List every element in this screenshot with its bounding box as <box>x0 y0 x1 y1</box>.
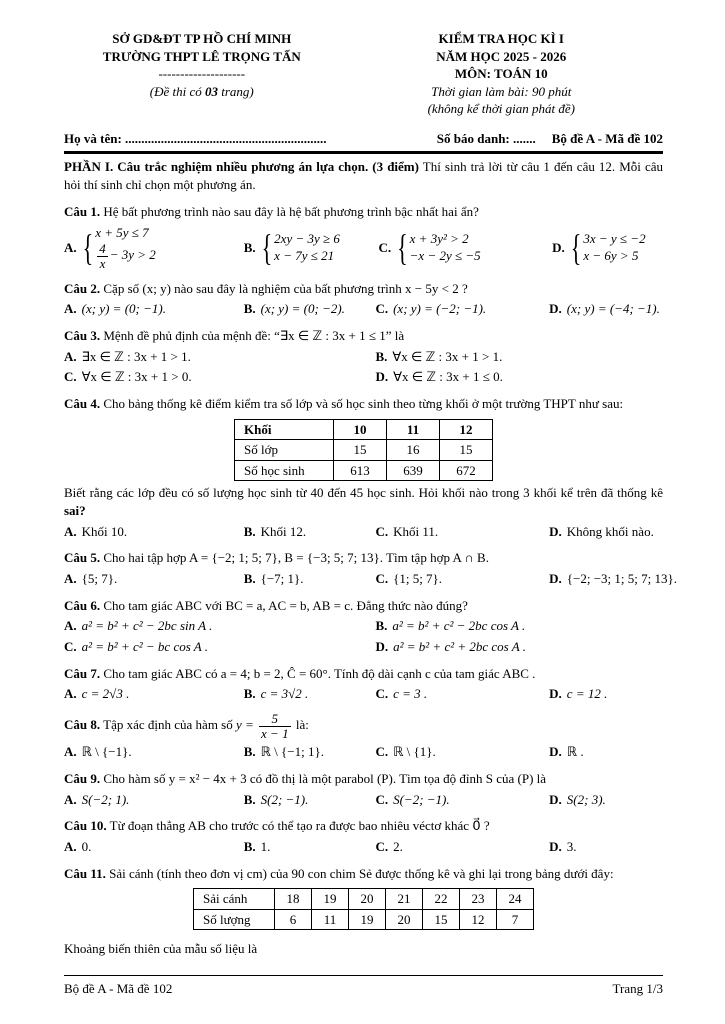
option-letter: C. <box>64 638 77 654</box>
question-3-stem: Mệnh đề phủ định của mệnh đề: “∃x ∈ ℤ : 3x + 1 ≤ 1” là <box>100 327 405 343</box>
system-line-2: x − 7y ≤ 21 <box>274 248 335 263</box>
system-lines <box>95 225 156 270</box>
table-cell: Khối <box>235 419 334 440</box>
table-cell: 7 <box>497 909 534 930</box>
option-letter: D. <box>375 638 389 654</box>
q3-option-a <box>64 348 375 366</box>
question-11-label: Câu 11. <box>64 865 106 881</box>
option-value: ℝ . <box>566 744 584 760</box>
option-letter: C. <box>375 301 389 317</box>
q9-option-a <box>64 791 244 809</box>
option-value: {5; 7}. <box>81 570 118 586</box>
question-7 <box>64 665 663 703</box>
table-cell: 19 <box>312 889 349 910</box>
option-value: {1; 5; 7}. <box>393 570 443 586</box>
q7-option-c <box>375 685 549 703</box>
option-value: c = 12 . <box>566 686 608 702</box>
question-7-label: Câu 7. <box>64 665 101 681</box>
table-cell: 10 <box>334 419 387 440</box>
part1-heading <box>64 158 663 193</box>
table-cell: 11 <box>387 419 440 440</box>
q4-option-a <box>64 523 244 541</box>
system-brace: { <box>261 225 273 269</box>
q6-option-d <box>375 638 663 656</box>
question-10-label: Câu 10. <box>64 818 107 834</box>
q4-option-b <box>244 523 376 541</box>
question-4-options <box>64 523 663 541</box>
q8-option-d <box>549 743 663 761</box>
q6-option-c <box>64 638 375 656</box>
question-3-options <box>64 348 663 386</box>
question-9-text <box>64 770 663 788</box>
option-letter: B. <box>375 618 388 634</box>
system-brace: { <box>570 225 582 269</box>
system-line-2: −x − 2y ≤ −5 <box>409 248 481 263</box>
question-5-options <box>64 570 677 588</box>
table-cell: Số lớp <box>235 440 334 461</box>
question-7-text <box>64 665 663 683</box>
option-letter: D. <box>552 240 565 256</box>
exam-code: Bộ đề A - Mã đề 102 <box>551 130 663 146</box>
table-row <box>194 889 534 910</box>
option-letter: C. <box>64 369 77 385</box>
option-value: {−7; 1}. <box>260 570 304 586</box>
q10-option-a <box>64 838 244 856</box>
question-9-label: Câu 9. <box>64 770 101 786</box>
q9-option-d <box>549 791 663 809</box>
q10-option-b <box>244 838 376 856</box>
question-8 <box>64 712 663 761</box>
q1-option-d <box>552 225 663 269</box>
option-letter: B. <box>243 744 256 760</box>
system-line-1: 2xy − 3y ≥ 6 <box>274 231 340 247</box>
table-cell: 11 <box>312 909 349 930</box>
page-count-post: trang) <box>218 83 254 99</box>
q5-option-b <box>244 570 376 588</box>
option-letter: D. <box>549 791 562 807</box>
option-value: (x; y) = (−4; −1). <box>566 301 660 317</box>
page-footer <box>64 975 663 998</box>
header-right <box>340 30 663 118</box>
q9-option-b <box>244 791 376 809</box>
option-letter: D. <box>549 570 562 586</box>
student-name-field: Họ và tên: .............................................................. <box>64 130 327 146</box>
header <box>64 30 663 118</box>
q3-option-b <box>375 348 663 366</box>
q2-option-d <box>549 300 663 318</box>
system-line-1: x + 5y ≤ 7 <box>95 225 149 241</box>
table-cell: 12 <box>440 419 493 440</box>
q5-option-c <box>375 570 549 588</box>
question-11-text <box>64 865 663 883</box>
option-value: Khối 10. <box>81 523 128 539</box>
q1-option-b <box>243 225 379 269</box>
table-cell: 20 <box>386 909 423 930</box>
option-letter: A. <box>64 523 77 539</box>
question-1-stem: Hệ bất phương trình nào sau đây là hệ bất phương trình bậc nhất hai ẩn? <box>100 203 479 219</box>
question-1-text <box>64 203 663 221</box>
option-letter: A. <box>64 686 77 702</box>
option-letter: D. <box>549 523 562 539</box>
option-value: (x; y) = (0; −1). <box>81 301 166 317</box>
table-cell: 19 <box>349 909 386 930</box>
question-8-options <box>64 743 663 761</box>
student-info-row <box>64 130 663 155</box>
table-row <box>194 909 534 930</box>
question-1-label: Câu 1. <box>64 203 101 219</box>
q6-option-a <box>64 617 375 635</box>
fraction <box>257 712 293 740</box>
option-letter: D. <box>375 369 389 385</box>
question-7-stem: Cho tam giác ABC có a = 4; b = 2, Ĉ = 60°. Tính độ dài cạnh c của tam giác ABC . <box>100 665 536 681</box>
table-cell: 18 <box>275 889 312 910</box>
table-cell: 15 <box>423 909 460 930</box>
option-letter: B. <box>243 570 256 586</box>
option-value: ∀x ∈ ℤ : 3x + 1 ≤ 0. <box>393 369 503 385</box>
table-cell: Số lượng <box>194 909 275 930</box>
option-value: a² = b² + c² − 2bc sin A . <box>81 618 213 634</box>
option-value: Khối 11. <box>393 523 439 539</box>
duration-note: (không kể thời gian phát đề) <box>427 101 575 117</box>
system-line-1: 3x − y ≤ −2 <box>583 231 646 247</box>
question-10-options <box>64 838 663 856</box>
option-value: ℝ \ {−1; 1}. <box>260 744 324 760</box>
option-letter: D. <box>549 838 562 854</box>
option-letter: A. <box>64 791 77 807</box>
question-5-stem: Cho hai tập hợp A = {−2; 1; 5; 7}, B = {−3; 5; 7; 13}. Tìm tập hợp A ∩ B. <box>100 550 489 566</box>
option-value: S(2; −1). <box>260 791 309 807</box>
option-letter: C. <box>375 523 389 539</box>
q1-option-c <box>378 225 552 269</box>
q8-option-a <box>64 743 244 761</box>
option-letter: C. <box>375 570 389 586</box>
option-letter: C. <box>375 744 389 760</box>
page-count-pre: (Đề thi có <box>149 83 205 99</box>
option-value: S(−2; 1). <box>81 791 130 807</box>
header-left <box>64 30 340 118</box>
option-value: (x; y) = (−2; −1). <box>393 301 487 317</box>
option-value: 2. <box>393 838 403 854</box>
q8-option-c <box>375 743 549 761</box>
q1-option-a <box>64 225 244 270</box>
question-3-label: Câu 3. <box>64 327 101 343</box>
option-letter: A. <box>64 618 77 634</box>
table-cell: 22 <box>423 889 460 910</box>
system-line-2 <box>95 242 156 270</box>
divider-dashes: -------------------- <box>158 66 246 82</box>
option-letter: C. <box>375 838 389 854</box>
fraction-numerator: 5 <box>259 712 291 727</box>
table-cell: 613 <box>334 460 387 481</box>
option-value: ∀x ∈ ℤ : 3x + 1 > 0. <box>81 369 192 385</box>
question-6-stem: Cho tam giác ABC với BC = a, AC = b, AB = c. Đẳng thức nào đúng? <box>100 597 468 613</box>
option-value: ∀x ∈ ℤ : 3x + 1 > 1. <box>392 348 503 364</box>
school-year: NĂM HỌC 2025 - 2026 <box>436 48 567 64</box>
table-cell: 639 <box>387 460 440 481</box>
table-cell: 21 <box>386 889 423 910</box>
q5-option-d <box>549 570 677 588</box>
duration: Thời gian làm bài: 90 phút <box>431 83 572 99</box>
option-value: S(2; 3). <box>566 791 606 807</box>
page-count-note <box>64 83 340 101</box>
option-letter: A. <box>64 301 77 317</box>
option-letter: B. <box>243 791 256 807</box>
question-5 <box>64 549 677 587</box>
table-cell: Sải cánh <box>194 889 275 910</box>
question-1 <box>64 203 663 271</box>
q11-statistics-table <box>193 888 534 930</box>
question-4-post: Biết rằng các lớp đều có số lượng học sinh từ 40 đến 45 học sinh. Hỏi khối nào trong 3 khối kể trên đã thống kê <box>64 485 663 501</box>
question-11 <box>64 865 663 958</box>
system-lines <box>274 231 340 265</box>
q2-option-b <box>244 300 376 318</box>
option-letter: C. <box>378 240 392 256</box>
q4-statistics-table <box>234 419 493 482</box>
option-value: (x; y) = (0; −2). <box>260 301 345 317</box>
q5-option-a <box>64 570 244 588</box>
question-4 <box>64 395 663 540</box>
table-cell: 672 <box>440 460 493 481</box>
option-letter: C. <box>375 791 389 807</box>
question-9-stem: Cho hàm số y = x² − 4x + 3 có đồ thị là một parabol (P). Tìm tọa độ đỉnh S của (P) là <box>100 770 547 786</box>
table-cell: 16 <box>387 440 440 461</box>
question-2-text <box>64 280 663 298</box>
part1-heading-bold: PHẦN I. Câu trắc nghiệm nhiều phương án lựa chọn. (3 điểm) <box>64 159 419 175</box>
question-5-label: Câu 5. <box>64 550 101 566</box>
department-name: SỞ GD&ĐT TP HỒ CHÍ MINH <box>112 31 292 46</box>
option-letter: B. <box>243 301 256 317</box>
system-lines <box>410 231 481 265</box>
option-value: 1. <box>260 838 271 854</box>
option-value: a² = b² + c² + 2bc cos A . <box>393 638 526 654</box>
question-4-post-bold: sai? <box>64 502 86 518</box>
system-line-2: x − 6y > 5 <box>583 248 639 263</box>
question-4-stem: Cho bảng thống kê điểm kiểm tra số lớp và số học sinh theo từng khối ở một trường THPT như sau: <box>100 395 624 411</box>
option-letter: D. <box>549 686 562 702</box>
question-3-text <box>64 327 663 345</box>
school-name: TRƯỜNG THPT LÊ TRỌNG TẤN <box>102 48 301 64</box>
option-value: {−2; −3; 1; 5; 7; 13}. <box>566 570 677 586</box>
fraction <box>95 242 110 270</box>
table-cell: 15 <box>334 440 387 461</box>
option-letter: A. <box>64 348 77 364</box>
table-cell: 24 <box>497 889 534 910</box>
question-11-post-text <box>64 940 663 958</box>
question-2-label: Câu 2. <box>64 280 101 296</box>
q8-option-b <box>244 743 376 761</box>
question-4-label: Câu 4. <box>64 395 101 411</box>
question-6-text <box>64 597 663 615</box>
q10-option-d <box>549 838 663 856</box>
question-6-label: Câu 6. <box>64 597 101 613</box>
option-value: c = 2√3 . <box>81 686 130 702</box>
q7-option-b <box>244 685 376 703</box>
option-letter: A. <box>64 838 77 854</box>
question-8-text <box>64 712 663 740</box>
question-6 <box>64 597 663 656</box>
q10-option-c <box>375 838 549 856</box>
option-value: a² = b² + c² − bc cos A . <box>81 638 208 654</box>
page-count-number: 03 <box>205 83 218 99</box>
option-letter: B. <box>375 348 388 364</box>
q3-option-d <box>375 368 663 386</box>
question-10 <box>64 817 663 855</box>
function-lhs: y = <box>235 717 254 733</box>
system-lines <box>583 231 645 265</box>
exam-title: KIỂM TRA HỌC KÌ I <box>438 31 564 46</box>
system-line-1: x + 3y² > 2 <box>409 231 469 247</box>
question-4-text <box>64 395 663 413</box>
question-9-options <box>64 791 663 809</box>
question-11-stem: Sải cánh (tính theo đơn vị cm) của 90 con chim Sẻ được thống kê và ghi lại trong bảng dưới đây: <box>105 865 614 881</box>
part1-heading-rest: Thí sinh trả lời từ câu 1 đến câu 12. Mỗi câu hỏi thí sinh chỉ chọn một phương án. <box>64 159 663 193</box>
question-10-text <box>64 817 663 835</box>
question-4-post-text <box>64 484 663 519</box>
question-2-options <box>64 300 663 318</box>
option-value: a² = b² + c² − 2bc cos A . <box>392 618 526 634</box>
option-letter: B. <box>243 240 256 256</box>
q3-option-c <box>64 368 375 386</box>
fraction-denominator: x − 1 <box>261 725 289 741</box>
option-letter: A. <box>64 744 77 760</box>
option-value: Không khối nào. <box>566 523 654 539</box>
option-value: ℝ \ {−1}. <box>81 744 132 760</box>
question-6-options <box>64 617 663 655</box>
fraction-numerator: 4 <box>99 241 106 257</box>
system-brace: { <box>82 225 94 269</box>
option-value: c = 3 . <box>393 686 428 702</box>
table-header-row <box>235 419 493 440</box>
table-cell: 20 <box>349 889 386 910</box>
table-cell: 6 <box>275 909 312 930</box>
system-brace: { <box>397 225 408 269</box>
question-11-post: Khoảng biến thiên của mẫu số liệu là <box>64 941 258 957</box>
table-row <box>235 460 493 481</box>
candidate-number-field: Số báo danh: ....... <box>436 130 536 146</box>
question-10-stem: Từ đoạn thẳng AB cho trước có thể tạo ra được bao nhiêu véctơ khác 0⃗ ? <box>106 818 490 834</box>
option-value: ℝ \ {1}. <box>393 744 436 760</box>
q9-option-c <box>375 791 549 809</box>
question-2-stem: Cặp số (x; y) nào sau đây là nghiệm của bất phương trình x − 5y < 2 ? <box>100 280 468 296</box>
question-8-stem-pre: Tập xác định của hàm số <box>100 717 236 733</box>
option-value: 3. <box>566 838 577 854</box>
table-cell: Số học sinh <box>235 460 334 481</box>
option-value: ∃x ∈ ℤ : 3x + 1 > 1. <box>81 348 191 364</box>
option-value: 0. <box>81 838 92 854</box>
option-value: S(−2; −1). <box>393 791 450 807</box>
footer-exam-code: Bộ đề A - Mã đề 102 <box>64 981 173 997</box>
question-8-label: Câu 8. <box>64 717 101 733</box>
question-8-stem-post: là: <box>292 717 309 733</box>
option-letter: B. <box>243 838 256 854</box>
question-2 <box>64 280 663 318</box>
option-letter: A. <box>64 570 77 586</box>
question-5-text <box>64 549 663 567</box>
q2-option-c <box>375 300 549 318</box>
q4-option-d <box>549 523 663 541</box>
option-letter: B. <box>243 686 256 702</box>
option-value: Khối 12. <box>260 523 307 539</box>
option-letter: C. <box>375 686 389 702</box>
table-cell: 15 <box>440 440 493 461</box>
q7-option-a <box>64 685 244 703</box>
option-letter: A. <box>64 240 77 256</box>
fraction-denominator: x <box>99 255 106 271</box>
q2-option-a <box>64 300 244 318</box>
table-cell: 23 <box>460 889 497 910</box>
question-1-options <box>64 225 663 270</box>
subject: MÔN: TOÁN 10 <box>454 66 548 82</box>
table-cell: 12 <box>460 909 497 930</box>
question-3 <box>64 327 663 386</box>
q4-option-c <box>375 523 549 541</box>
system-line-2-rest: − 3y > 2 <box>109 247 156 263</box>
option-letter: B. <box>243 523 256 539</box>
footer-page-number: Trang 1/3 <box>612 981 663 997</box>
q6-option-b <box>375 617 663 635</box>
option-letter: D. <box>549 744 562 760</box>
option-letter: D. <box>549 301 562 317</box>
q7-option-d <box>549 685 663 703</box>
table-row <box>235 440 493 461</box>
question-7-options <box>64 685 663 703</box>
option-value: c = 3√2 . <box>260 686 309 702</box>
question-9 <box>64 770 663 808</box>
